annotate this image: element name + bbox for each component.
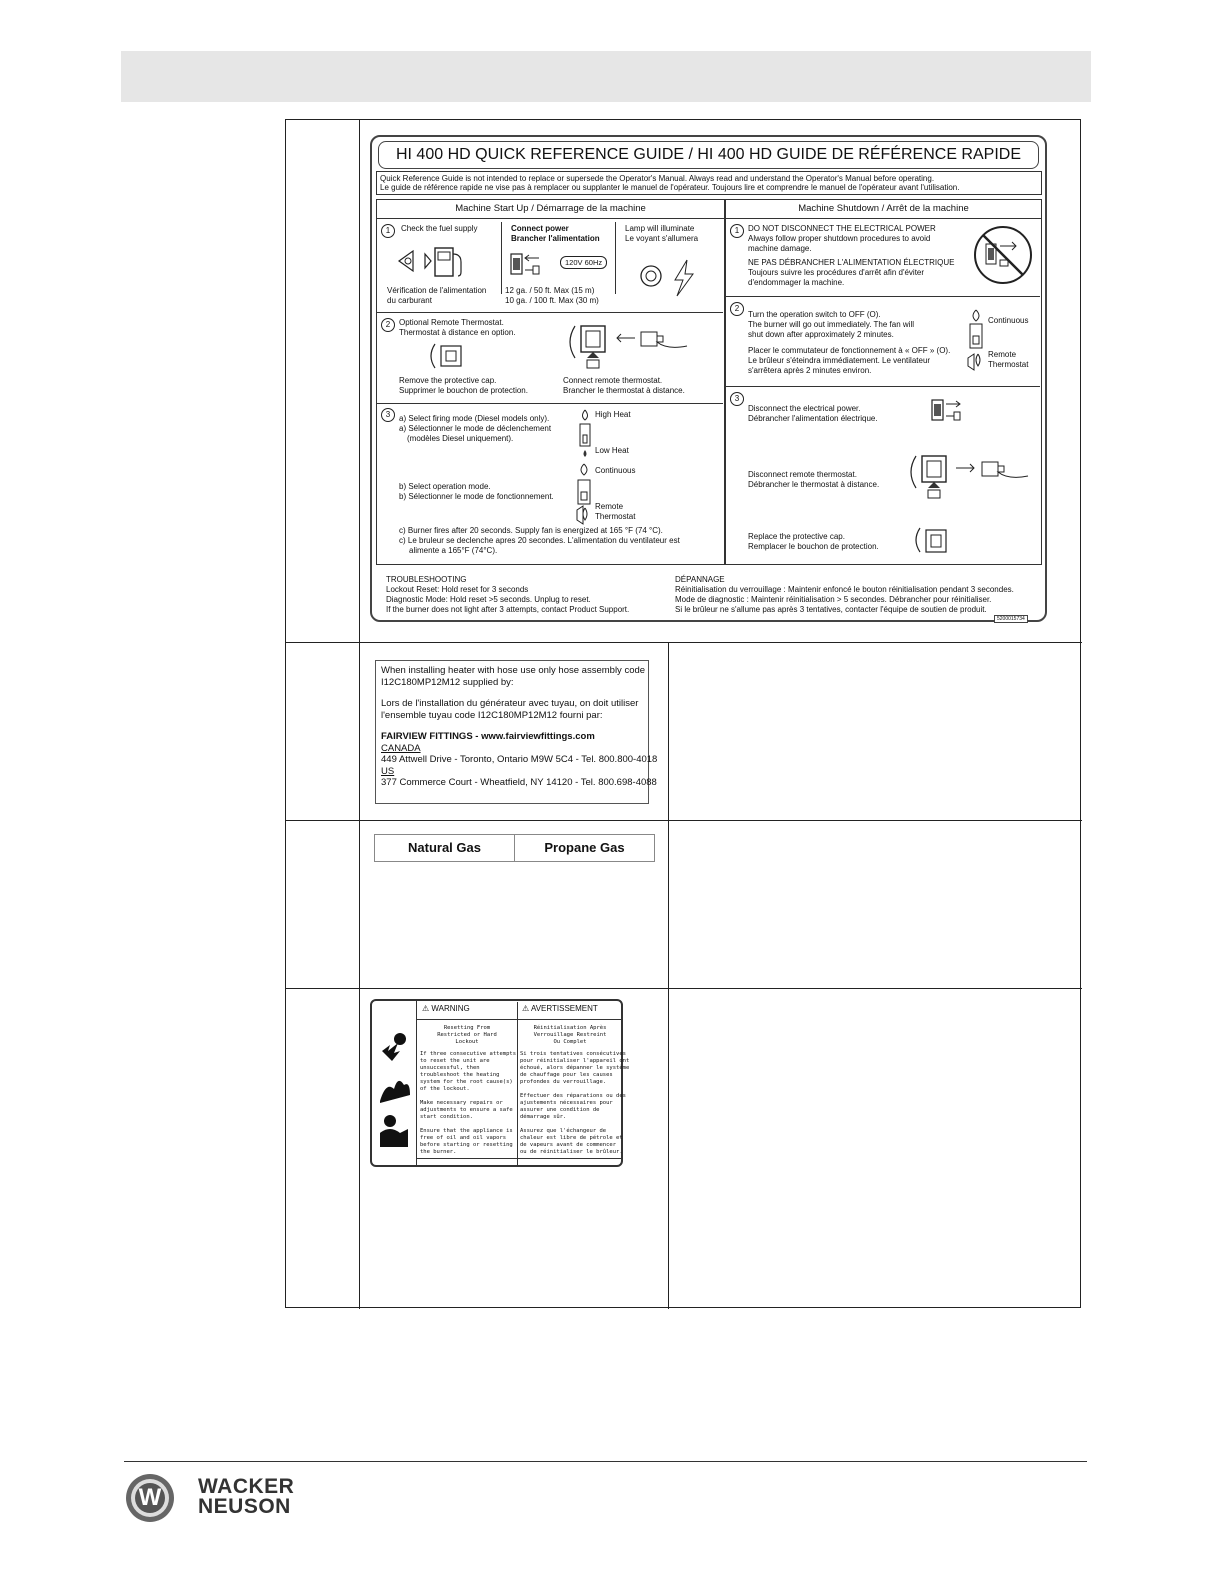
step2-optional2: Thermostat à distance en option.	[399, 328, 516, 337]
step3-c3: alimente a 165°F (74°C).	[409, 546, 498, 555]
warning-fr-subject: Réinitialisation Après Verrouillage Restreint Ou Complet	[533, 1025, 607, 1045]
shutdown1-b: Always follow proper shutdown procedures to avoid	[748, 234, 931, 243]
firing-switch-icon	[577, 408, 593, 460]
shutdown-section: Machine Shutdown / Arrêt de la machine 1 DO NOT DISCONNECT THE ELECTRICAL POWER Always follow proper shutdown procedures to avoid machine damage. NE PAS DÉBRANCHER L'ALIMENTATION ÉLECTRIQUE Toujours suivre les procédures d'arrêt afin d'éviter d'endommager la machine. 2 Turn the operation switch to OFF (O). The burner will go out immediately. The fan will shut down after approximately 2 minutes. Placer le commutateur de fonctionnement à « OFF » (O). Le brûleur s'éteindra immédiatement. Le ventilateur s'arrêtera après 2 minutes environ. Continuous Remote Thermostat 3 Disconnect the electrical power. Débrancher l'alimentation électrique. Disconnect remote thermostat. Débrancher le thermostat à distance. Replace the protective cap. Remplacer le bouchon de protection.	[725, 199, 1042, 565]
disclaimer-box	[376, 171, 1042, 195]
shutdown1-f: d'endommager la machine.	[748, 278, 845, 287]
depannage-title: DÉPANNAGE	[675, 575, 725, 584]
warning-label	[370, 999, 630, 1167]
thermostat-label: Thermostat	[595, 512, 636, 521]
shutdown1-e: Toujours suivre les procédures d'arrêt afin d'éviter	[748, 268, 925, 277]
troubleshooting-3: If the burner does not light after 3 attempts, contact Product Support.	[386, 605, 630, 614]
troubleshooting-title: TROUBLESHOOTING	[386, 575, 467, 584]
warning-en-title: WARNING	[431, 1004, 470, 1013]
startup-header: Machine Start Up / Démarrage de la machine	[377, 200, 724, 219]
step1-connect: Connect power	[511, 224, 569, 233]
step1-lamp1: Lamp will illuminate	[625, 224, 695, 233]
shutdown3-b: Débrancher l'alimentation électrique.	[748, 414, 878, 423]
hose-label	[375, 660, 658, 804]
hose-us-address: 377 Commerce Court - Wheatfield, NY 14120 - Tel. 800.698-4088	[381, 777, 657, 788]
depannage-3: Si le brûleur ne s'allume pas après 3 tentatives, contacter l'équipe de soutien de produit.	[675, 605, 987, 614]
propane-gas-label: Propane Gas	[544, 840, 625, 855]
hose-line1: When installing heater with hose use only hose assembly code	[381, 665, 646, 676]
shutdown3-d: Débrancher le thermostat à distance.	[748, 480, 880, 489]
brand-line1: WACKER	[198, 1475, 295, 1498]
replace-cap-icon	[910, 526, 954, 556]
unplug-icon	[930, 396, 976, 424]
hose-line4: l'ensemble tuyau code I12C180MP12M12 fourni par:	[381, 709, 603, 721]
step2-optional1: Optional Remote Thermostat.	[399, 318, 504, 327]
remote-label: Remote	[595, 502, 624, 511]
column-divider	[359, 120, 360, 1309]
shutdown-continuous-label: Continuous	[988, 316, 1029, 325]
shutdown-remote-label: Remote	[988, 350, 1017, 359]
shutdown2-b: The burner will go out immediately. The fan will	[748, 320, 914, 329]
no-unplug-icon	[972, 224, 1034, 286]
step3-c2: c) Le bruleur se declenche apres 20 secondes. L'alimentation du ventilateur est	[399, 536, 680, 545]
warning-fr-body: Si trois tentatives consécutives pour réinitialiser l'appareil ont échoué, alors dépanner le système de chauffage pour les causes profondes du verrouillage. Effectuer des réparations ou des ajustements nécessaires pour assurer une condition de démarrage sûr. Assurez que l'échangeur de chaleur est libre de pétrole et de vapeurs avant de commencer ou de réinitialiser le brûleur.	[520, 1051, 630, 1155]
gas-type-label	[374, 834, 655, 862]
quick-reference-guide-label	[370, 135, 1047, 622]
step3-b2: b) Sélectionner le mode de fonctionnement.	[399, 492, 554, 501]
depannage-1: Réinitialisation du verrouillage : Maintenir enfoncé le bouton réinitialisation pendant 3 secondes.	[675, 585, 1014, 594]
depannage-2: Mode de diagnostic : Maintenir réinitialisation > 5 secondes. Débrancher pour réinitialiser.	[675, 595, 992, 604]
warning-en-body: If three consecutive attempts to reset the unit are unsuccessful, then troubleshoot the heating system for the root cause(s) of the lockout. Make necessary repairs or adjustments to ensure a safe start condition. Ensure that the appliance is free of oil and oil vapors before starting or resetting the burner.	[420, 1051, 517, 1155]
brand-wordmark	[198, 1477, 294, 1517]
shutdown2-d: Placer le commutateur de fonctionnement à « OFF » (O).	[748, 346, 951, 355]
voltage-badge: 120V 60Hz	[560, 256, 607, 269]
natural-gas-label: Natural Gas	[375, 835, 515, 861]
step1-verif2: du carburant	[387, 296, 432, 305]
plug-icon	[509, 250, 555, 280]
logo-letter: W	[138, 1484, 162, 1511]
step2-remove1: Remove the protective cap.	[399, 376, 497, 385]
step1-gauge2: 10 ga. / 100 ft. Max (30 m)	[505, 296, 599, 305]
hose-line3: Lors de l'installation du générateur avec tuyau, on doit utiliser	[381, 698, 639, 709]
shutdown3-e: Replace the protective cap.	[748, 532, 845, 541]
shutdown1-d: NE PAS DÉBRANCHER L'ALIMENTATION ÉLECTRIQUE	[748, 258, 955, 267]
row-divider	[286, 988, 1082, 989]
disconnect-thermostat-icon	[906, 450, 1036, 506]
shutdown1-c: machine damage.	[748, 244, 812, 253]
step3-a3: (modèles Diesel uniquement).	[407, 434, 514, 443]
step3-a1: a) Select firing mode (Diesel models only).	[399, 414, 550, 423]
hose-line2: I12C180MP12M12 supplied by:	[381, 676, 514, 688]
step3-c1: c) Burner fires after 20 seconds. Supply fan is energized at 165 °F (74 °C).	[399, 526, 663, 535]
continuous-label: Continuous	[595, 466, 636, 475]
step2-remove2: Supprimer le bouchon de protection.	[399, 386, 528, 395]
step2-connect2: Brancher le thermostat à distance.	[563, 386, 685, 395]
warning-fr-header: ⚠ AVERTISSEMENT	[522, 1004, 598, 1013]
brand-line2: NEUSON	[198, 1495, 291, 1518]
shutdown2-f: s'arrêtera après 2 minutes environ.	[748, 366, 872, 375]
step1-gauge1: 12 ga. / 50 ft. Max (15 m)	[505, 286, 595, 295]
warning-en-header: ⚠ WARNING	[422, 1004, 470, 1013]
remote-thermostat-icon	[565, 320, 695, 372]
step1-verif1: Vérification de l'alimentation	[387, 286, 487, 295]
column-divider-right	[668, 642, 669, 1309]
hose-canada-address: 449 Attwell Drive - Toronto, Ontario M9W 5C4 - Tel. 800.800-4018	[381, 754, 658, 765]
shutdown2-a: Turn the operation switch to OFF (O).	[748, 310, 881, 319]
footer-rule	[124, 1461, 1087, 1462]
step3-a2: a) Sélectionner le mode de déclenchement	[399, 424, 552, 433]
part-number: 5200015734	[994, 615, 1028, 623]
row-divider	[286, 642, 1082, 643]
shutdown-thermostat-label: Thermostat	[988, 360, 1029, 369]
low-heat-label: Low Heat	[595, 446, 629, 455]
header-band	[121, 51, 1091, 102]
step3-b1: b) Select operation mode.	[399, 482, 491, 491]
disclaimer-en: Quick Reference Guide is not intended to replace or supersede the Operator's Manual. Always read and understand the Operator's Manual before operating.	[380, 174, 935, 183]
shutdown1-a: DO NOT DISCONNECT THE ELECTRICAL POWER	[748, 224, 936, 233]
troubleshooting-2: Diagnostic Mode: Hold reset >5 seconds. Unplug to reset.	[386, 595, 591, 604]
step1-lamp2: Le voyant s'allumera	[625, 234, 699, 243]
shutdown3-c: Disconnect remote thermostat.	[748, 470, 857, 479]
warning-en-subject: Resetting From Restricted or Hard Lockout	[437, 1025, 497, 1045]
shutdown3-f: Remplacer le bouchon de protection.	[748, 542, 879, 551]
operation-switch-icon	[575, 462, 593, 530]
step2-connect1: Connect remote thermostat.	[563, 376, 663, 385]
shutdown-header: Machine Shutdown / Arrêt de la machine	[726, 200, 1041, 219]
fuel-pump-icon	[397, 244, 497, 278]
shutdown3-a: Disconnect the electrical power.	[748, 404, 861, 413]
protective-cap-icon	[425, 342, 469, 370]
startup-section: Machine Start Up / Démarrage de la machine 1 Check the fuel supply Vérification de l'alimentation du carburant Connect power Brancher l'alimentation 120V 60Hz 12 ga. / 50 ft. Max (15 m) 10 ga. / 100 ft. Max (30 m) Lamp will illuminate Le voyant s'allumera 2 Optional Remote Thermostat. Thermostat à distance en option. Remove the protective cap. Supprimer le bouchon de protection. Connect remote thermostat. Brancher le thermostat à distance. 3 a) Select firing mode (Diesel models only). a) Sélectionner le mode de déclenchement (modèles Diesel uniquement). High Heat Low Heat Continuous b) Select operation mode. b) Sélectionner le mode de fonctionnement. Remote Thermostat c) Burner fires after 20 seconds. Supply fan is energized at 165 °F (74 °C). c) Le bruleur se declenche apres 20 secondes. L'alimentation du ventilateur est alimente a 165°F (74°C).	[376, 199, 725, 565]
qrg-title: HI 400 HD QUICK REFERENCE GUIDE / HI 400 HD GUIDE DE RÉFÉRENCE RAPIDE	[378, 141, 1039, 169]
high-heat-label: High Heat	[595, 410, 631, 419]
hose-company: FAIRVIEW FITTINGS - www.fairviewfittings.com	[381, 731, 595, 742]
troubleshooting-1: Lockout Reset: Hold reset for 3 seconds	[386, 585, 529, 594]
disclaimer-fr: Le guide de référence rapide ne vise pas à remplacer ou supplanter le manuel de l'opérateur. Toujours lire et comprendre le manuel de l'opérateur avant l'utilisation.	[380, 183, 960, 192]
warning-fr-title: AVERTISSEMENT	[530, 1004, 598, 1013]
step1-check-fuel: Check the fuel supply	[401, 224, 478, 233]
row-divider	[286, 820, 1082, 821]
hose-us: US	[381, 765, 395, 777]
off-switch-icon	[966, 308, 986, 374]
shutdown2-c: shut down after approximately 2 minutes.	[748, 330, 894, 339]
lamp-icon	[637, 258, 707, 298]
step1-brancher: Brancher l'alimentation	[511, 234, 600, 243]
hose-canada: CANADA	[381, 742, 421, 754]
hazard-pictograms-icon	[376, 1029, 412, 1149]
shutdown2-e: Le brûleur s'éteindra immédiatement. Le ventilateur	[748, 356, 931, 365]
